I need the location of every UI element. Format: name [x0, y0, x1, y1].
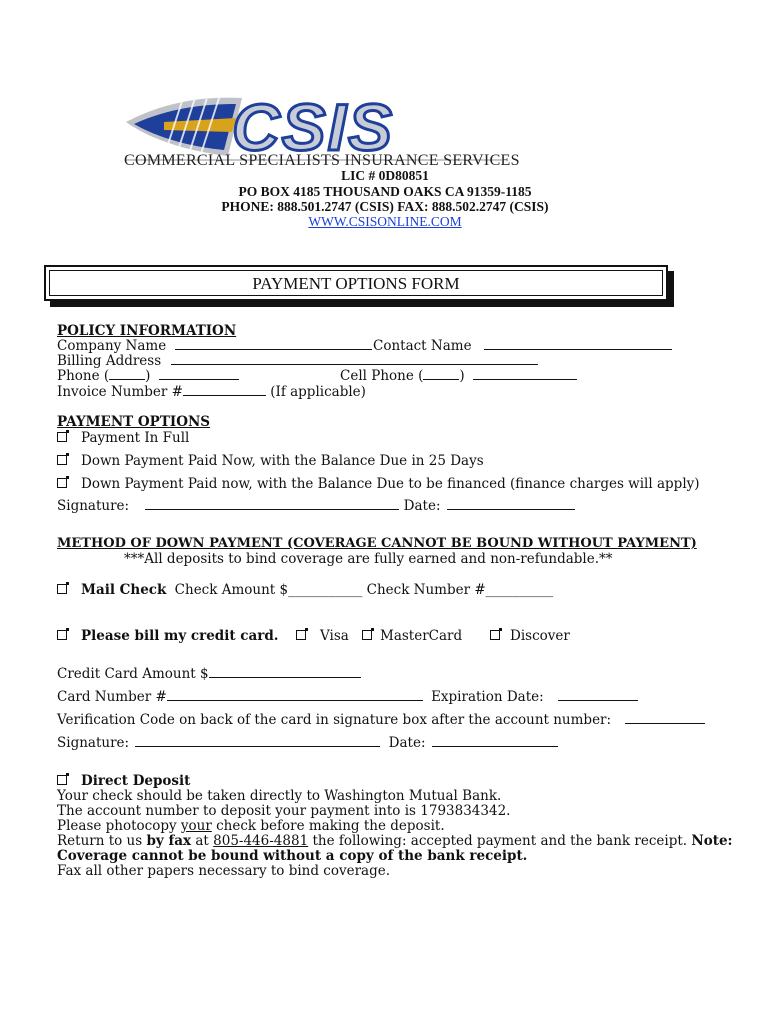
option-label: Down Payment Paid Now, with the Balance Due in 25 Days — [81, 453, 484, 469]
website-link[interactable]: WWW.CSISONLINE.COM — [308, 214, 462, 229]
cc-date-field[interactable] — [432, 735, 558, 747]
cell-paren: ) — [459, 368, 465, 384]
cc-amount-field[interactable] — [209, 666, 361, 678]
phone-number-field[interactable] — [159, 368, 239, 380]
credit-card-label: Please bill my credit card. — [81, 628, 279, 644]
deposit-line-4-pre: Return to us — [57, 833, 147, 849]
deposit-line-2: The account number to deposit your payment into is 1793834342. — [57, 803, 511, 819]
phone-area-code-field[interactable] — [109, 368, 145, 380]
mailing-address: PO BOX 4185 THOUSAND OAKS CA 91359-1185 — [238, 184, 532, 199]
credit-card-row — [57, 628, 279, 644]
phone-label: Phone ( — [57, 368, 110, 384]
verification-code-field[interactable] — [625, 712, 705, 724]
card-type-discover[interactable] — [490, 628, 570, 644]
date-label: Date: — [403, 498, 441, 514]
form-title: PAYMENT OPTIONS FORM — [252, 274, 460, 293]
contact-name-field[interactable] — [484, 338, 672, 350]
phone-paren: ) — [145, 368, 151, 384]
logo-letters: CSIS — [232, 92, 395, 164]
fax-number[interactable]: 805-446-4881 — [213, 833, 309, 849]
cc-amount-label: Credit Card Amount $ — [57, 666, 209, 682]
cc-date-label: Date: — [388, 735, 426, 751]
credit-card-checkbox-icon[interactable] — [57, 630, 67, 640]
deposit-line-6: Fax all other papers necessary to bind coverage. — [57, 863, 391, 879]
deposit-line-3 — [57, 818, 445, 834]
deposit-line-4 — [57, 833, 733, 849]
signature-field[interactable] — [145, 498, 399, 510]
checkbox-icon[interactable] — [57, 432, 67, 442]
mail-check-checkbox-icon[interactable] — [57, 584, 67, 594]
company-name: COMMERCIAL SPECIALISTS INSURANCE SERVICES — [124, 152, 520, 169]
deposit-line-3-underlined: your — [180, 818, 212, 834]
card-type-label: Discover — [510, 628, 570, 644]
checkbox-icon[interactable] — [296, 630, 306, 640]
mail-check-label: Mail Check — [81, 582, 167, 598]
direct-deposit-checkbox-icon[interactable] — [57, 775, 67, 785]
deposit-line-1: Your check should be taken directly to Washington Mutual Bank. — [57, 788, 502, 804]
card-type-label: Visa — [320, 628, 349, 644]
cc-signature-field[interactable] — [135, 735, 380, 747]
license-number: LIC # 0D80851 — [341, 168, 429, 183]
down-payment-heading: METHOD OF DOWN PAYMENT (COVERAGE CANNOT BE BOUND WITHOUT PAYMENT) — [57, 536, 697, 551]
option-balance-financed[interactable] — [57, 476, 700, 492]
payment-options-heading: PAYMENT OPTIONS — [57, 414, 211, 430]
cell-phone-label: Cell Phone ( — [340, 368, 424, 384]
billing-address-field[interactable] — [171, 353, 538, 365]
card-type-visa[interactable] — [296, 628, 349, 644]
direct-deposit-heading: Direct Deposit — [81, 773, 191, 789]
invoice-label: Invoice Number # — [57, 384, 183, 400]
option-balance-25-days[interactable] — [57, 453, 484, 469]
expiration-label: Expiration Date: — [431, 689, 544, 705]
deposit-notice: ***All deposits to bind coverage are fully earned and non-refundable.** — [124, 551, 613, 567]
card-type-mastercard[interactable] — [362, 628, 462, 644]
invoice-number-field[interactable] — [183, 384, 266, 396]
option-label: Payment In Full — [81, 430, 190, 446]
checkbox-icon[interactable] — [490, 630, 500, 640]
expiration-field[interactable] — [558, 689, 638, 701]
card-type-label: MasterCard — [380, 628, 463, 644]
form-title-box — [44, 265, 668, 301]
deposit-line-3-pre: Please photocopy — [57, 818, 181, 834]
deposit-line-4-post: the following: accepted payment and the bank receipt. — [308, 833, 692, 849]
verification-label: Verification Code on back of the card in signature box after the account number: — [57, 712, 612, 728]
option-payment-in-full[interactable] — [57, 430, 189, 446]
mail-check-row — [57, 582, 553, 598]
checkbox-icon[interactable] — [362, 630, 372, 640]
policy-info-heading: POLICY INFORMATION — [57, 323, 237, 339]
billing-address-label: Billing Address — [57, 353, 162, 369]
card-number-field[interactable] — [167, 689, 423, 701]
cell-area-code-field[interactable] — [423, 368, 459, 380]
deposit-line-5: Coverage cannot be bound without a copy of the bank receipt. — [57, 848, 528, 864]
card-number-label: Card Number # — [57, 689, 167, 705]
contact-name-label: Contact Name — [373, 338, 472, 354]
cc-signature-label: Signature: — [57, 735, 130, 751]
company-name-field[interactable] — [175, 338, 372, 350]
checkbox-icon[interactable] — [57, 455, 67, 465]
phone-fax: PHONE: 888.501.2747 (CSIS) FAX: 888.502.2747 (CSIS) — [221, 199, 549, 214]
option-label: Down Payment Paid now, with the Balance Due to be financed (finance charges will apply) — [81, 476, 700, 492]
direct-deposit-row — [57, 773, 190, 789]
checkbox-icon[interactable] — [57, 478, 67, 488]
signature-label: Signature: — [57, 498, 130, 514]
company-name-label: Company Name — [57, 338, 167, 354]
cell-number-field[interactable] — [473, 368, 577, 380]
by-fax-text: by fax — [146, 833, 192, 849]
date-field[interactable] — [447, 498, 575, 510]
invoice-note: (If applicable) — [270, 384, 366, 400]
deposit-line-3-post: check before making the deposit. — [211, 818, 445, 834]
deposit-line-4-mid: at — [191, 833, 214, 849]
note-label: Note: — [691, 833, 733, 849]
check-amount-text[interactable]: Check Amount $___________ Check Number #__________ — [174, 582, 554, 598]
